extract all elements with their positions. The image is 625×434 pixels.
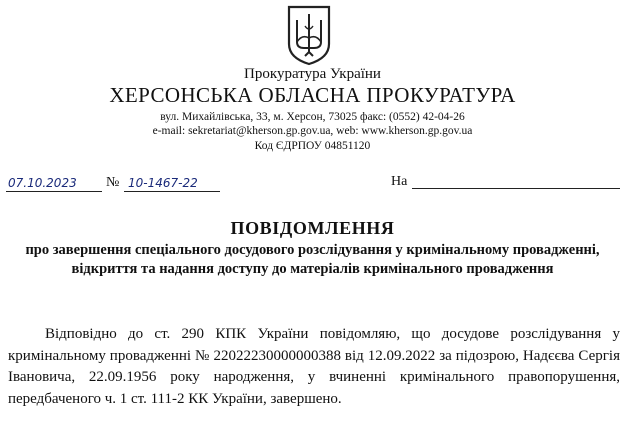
addressee-underline	[412, 188, 620, 189]
document-title: ПОВІДОМЛЕННЯ	[230, 218, 395, 238]
trident-coat-of-arms-icon	[286, 4, 332, 66]
document-subtitle: про завершення спеціального досудового розслідування у кримінальному провадженні, відкриття та надання доступу до матеріалів кримінального провадження	[25, 242, 600, 277]
address: вул. Михайлівська, 33, м. Херсон, 73025 факс: (0552) 42-04-26	[160, 111, 465, 123]
org-line: Прокуратура України	[244, 66, 381, 82]
number-label: №	[106, 175, 120, 190]
contacts: e-mail: sekretariat@kherson.gp.gov.ua, web: www.kherson.gp.gov.ua	[152, 125, 473, 137]
date-underline	[6, 191, 102, 192]
org-name: ХЕРСОНСЬКА ОБЛАСНА ПРОКУРАТУРА	[109, 83, 516, 107]
document-body: Відповідно до ст. 290 КПК України повідомляю, що досудове розслідування у кримінальному провадженні № 22022230000000388 від 12.09.2022 за підозрою, Надєєва Сергія Івановича, 22.09.1956 року народження, у вчиненні кримінального правопорушення, передбаченого ч. 1 ст. 111-2 КК України, завершено.	[8, 326, 620, 407]
addressee-label: На	[391, 174, 408, 189]
edrpou-code: Код ЄДРПОУ 04851120	[254, 140, 371, 152]
registration-number: 10-1467-22	[128, 176, 198, 190]
number-underline	[124, 191, 220, 192]
registration-date: 07.10.2023	[8, 176, 77, 190]
